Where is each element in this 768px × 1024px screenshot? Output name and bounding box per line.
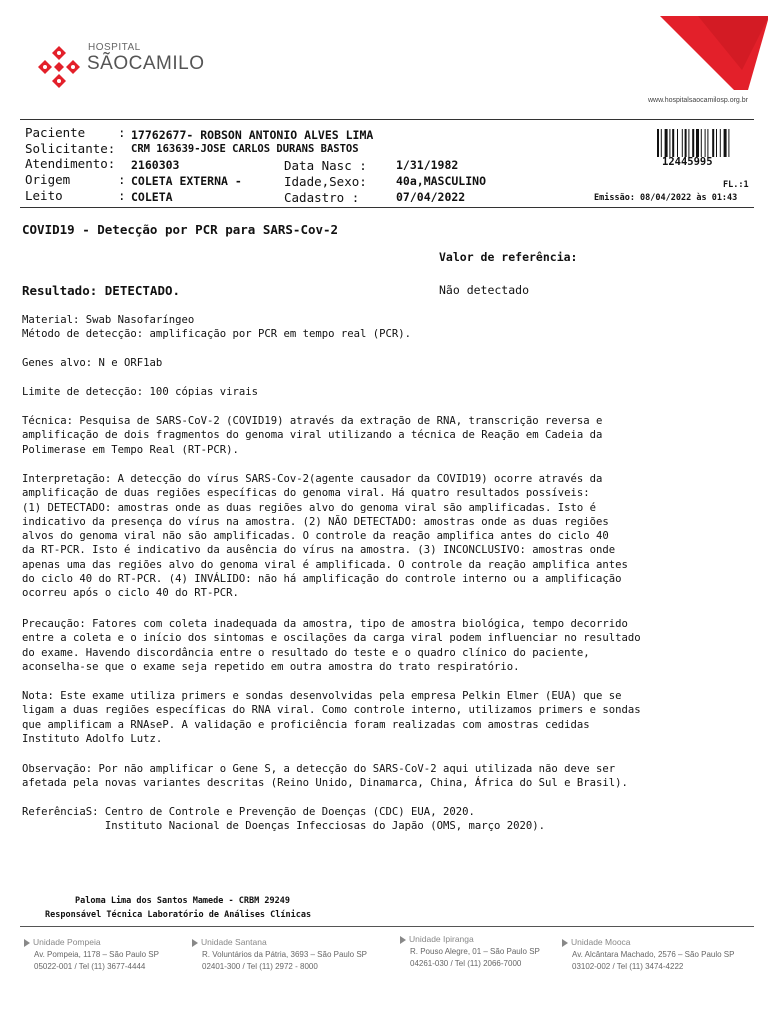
- origem-value: COLETA EXTERNA -: [131, 174, 242, 188]
- idade-label: Idade,Sexo:: [284, 174, 367, 189]
- nasc-label: Data Nasc :: [284, 158, 367, 173]
- genes-text: Genes alvo: N e ORF1ab: [22, 357, 163, 369]
- tecnica-text: Técnica: Pesquisa de SARS-CoV-2 (COVID19) através da extração de RNA, transcrição reversa e amplificação de dois fragmentos do genoma viral utilizando a técnica de Reação em Cadeia da Polimerase em Tempo Real (RT-PCR).: [22, 415, 603, 456]
- footer-unit: [562, 936, 734, 973]
- emission-date: Emissão: 08/04/2022 às 01:43: [594, 193, 738, 203]
- signature-role: Responsável Técnica Laboratório de Análises Clínicas: [45, 910, 312, 920]
- unit-address: R. Pouso Alegre, 01 – São Paulo SP: [410, 947, 540, 956]
- observacao-text: Observação: Por não amplificar o Gene S, a detecção do SARS-CoV-2 aqui utilizada não deve ser afetada pela novas variantes descritas (Reino Unido, Dinamarca, China, África do Sul e Brasil).: [22, 763, 628, 790]
- cadastro-label: Cadastro :: [284, 190, 360, 205]
- unit-arrow-icon: [562, 939, 568, 947]
- corner-decoration: [638, 0, 768, 90]
- unit-name: Unidade Pompeia: [33, 937, 101, 947]
- cadastro-value: 07/04/2022: [396, 190, 466, 204]
- patient-rule: [20, 207, 754, 208]
- unit-contact: 04261-030 / Tel (11) 2066-7000: [410, 959, 522, 968]
- hospital-name: SÃOCAMILO: [87, 53, 205, 74]
- solicitante-label: Solicitante:: [25, 141, 116, 156]
- atendimento-value: 2160303: [131, 158, 180, 172]
- paciente-label: Paciente: [25, 125, 86, 140]
- origem-label: Origem: [25, 172, 71, 187]
- unit-address: Av. Alcântara Machado, 2576 – São Paulo SP: [572, 950, 735, 959]
- unit-arrow-icon: [400, 936, 406, 944]
- material-text: Material: Swab Nasofaríngeo Método de detecção: amplificação por PCR em tempo real (PCR).: [22, 314, 412, 341]
- exam-result: Resultado: DETECTADO.: [22, 283, 181, 298]
- precaucao-text: Precaução: Fatores com coleta inadequada da amostra, tipo de amostra biológica, tempo decorrido entre a coleta e o início dos sintomas e oscilações da carga viral podem influenciar no resultado do exame. Havendo discordância entre o resultado do teste e o quadro clínico do paciente, aconselha-se que o exame seja repetido em outra amostra do trato respiratório.: [22, 618, 641, 673]
- exam-title: COVID19 - Detecção por PCR para SARS-Cov-2: [22, 222, 339, 237]
- leito-colon: :: [118, 188, 126, 203]
- unit-name: Unidade Santana: [201, 937, 267, 947]
- unit-address: R. Voluntários da Pátria, 3693 – São Paulo SP: [202, 950, 367, 959]
- paciente-value: 17762677- ROBSON ANTONIO ALVES LIMA: [131, 128, 374, 142]
- reference-value: Não detectado: [439, 283, 530, 297]
- leito-value: COLETA: [131, 190, 173, 204]
- leito-label: Leito: [25, 188, 63, 203]
- unit-contact: 03102-002 / Tel (11) 3474-4222: [572, 962, 684, 971]
- page-number: FL.:1: [723, 180, 749, 190]
- atendimento-label: Atendimento:: [25, 156, 116, 171]
- unit-arrow-icon: [24, 939, 30, 947]
- footer-unit: [400, 933, 540, 970]
- website-url: www.hospitalsaocamilosp.org.br: [648, 97, 748, 104]
- reference-header: Valor de referência:: [439, 250, 578, 264]
- header-rule: [20, 119, 754, 120]
- unit-contact: 05022-001 / Tel (11) 3677-4444: [34, 962, 146, 971]
- referencias-text: ReferênciaS: Centro de Controle e Prevenção de Doenças (CDC) EUA, 2020. Instituto Nacional de Doenças Infecciosas do Japão (OMS, março 2020).: [22, 806, 545, 833]
- footer-unit: [192, 936, 367, 973]
- footer-unit: [24, 936, 159, 973]
- footer-rule: [20, 926, 754, 927]
- hospital-logo-icon: [36, 44, 82, 90]
- idade-value: 40a,MASCULINO: [396, 174, 487, 188]
- unit-arrow-icon: [192, 939, 198, 947]
- limite-text: Limite de detecção: 100 cópias virais: [22, 386, 258, 398]
- unit-address: Av. Pompeia, 1178 – São Paulo SP: [34, 950, 159, 959]
- nota-text: Nota: Este exame utiliza primers e sondas desenvolvidas pela empresa Pelkin Elmer (EUA) que se ligam a duas regiões específicas do RNA viral. Como controle interno, utilizamos primers e sondas que amplificam a RNAseP. A validação e proficiência foram realizadas com amostras cedidas Instituto Adolfo Lutz.: [22, 690, 641, 745]
- barcode-number: 12445995: [662, 156, 713, 168]
- paciente-colon: :: [118, 125, 126, 140]
- solicitante-value: CRM 163639-JOSE CARLOS DURANS BASTOS: [131, 143, 359, 155]
- signature-name: Paloma Lima dos Santos Mamede - CRBM 29249: [75, 896, 290, 906]
- barcode: [657, 129, 749, 157]
- interpretacao-text: Interpretação: A detecção do vírus SARS-Cov-2(agente causador da COVID19) ocorre através da amplificação de duas regiões específicas do genoma viral. Há quatro resultados possíveis: (1) DETECTADO: amostras onde as duas regiões alvo do genoma viral são amplificadas. Isto é indicativo da presença do vírus na amostra. (2) NÃO DETECTADO: amostras onde as duas regiões alvos do genoma viral não são amplificadas. O controle da reação amplifica antes do ciclo 40 da RT-PCR. Isto é indicativo da ausência do vírus na amostra. (3) INCONCLUSIVO: amostras onde apenas uma das regiões alvo do genoma viral é amplificada. O controle da reação amplifica antes do ciclo 40 do RT-PCR. (4) INVÁLIDO: não há amplificação do controle interno ou a amplificação ocorreu após o ciclo 40 do RT-PCR.: [22, 473, 628, 600]
- unit-name: Unidade Mooca: [571, 937, 631, 947]
- hospital-label: HOSPITAL: [88, 42, 141, 53]
- nasc-value: 1/31/1982: [396, 158, 459, 172]
- origem-colon: :: [118, 172, 126, 187]
- unit-contact: 02401-300 / Tel (11) 2972 - 8000: [202, 962, 318, 971]
- unit-name: Unidade Ipiranga: [409, 934, 474, 944]
